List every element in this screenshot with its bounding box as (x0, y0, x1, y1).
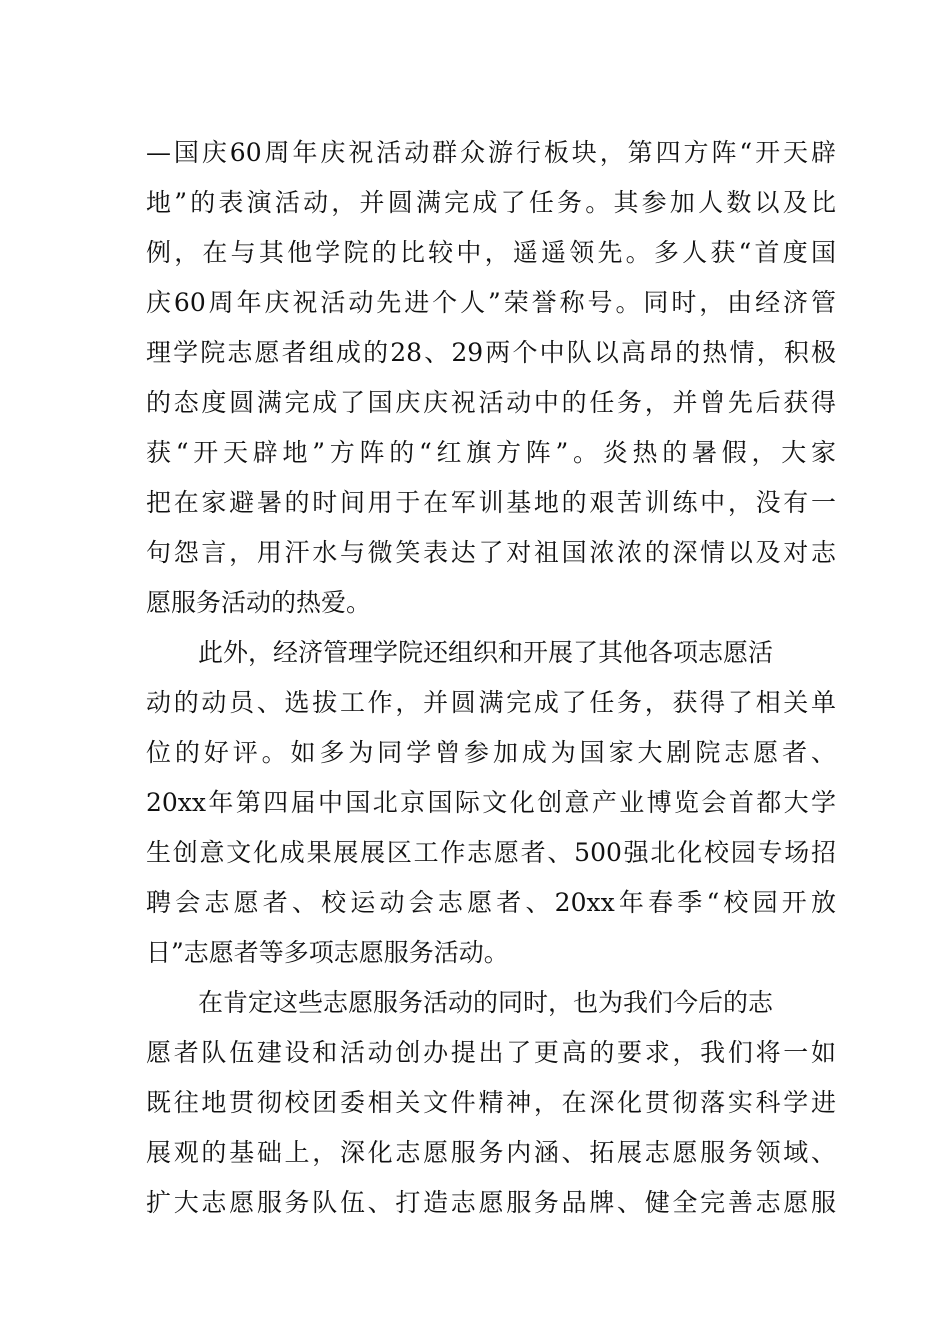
text-line: 既往地贯彻校团委相关文件精神，在深化贯彻落实科学进 (146, 1088, 836, 1117)
text-line: 庆60周年庆祝活动先进个人”荣誉称号。同时，由经济管 (146, 288, 836, 317)
text-line: 生创意文化成果展展区工作志愿者、500强北化校园专场招 (146, 838, 836, 867)
paragraph-3 (146, 978, 836, 1228)
text-line: 聘会志愿者、校运动会志愿者、20xx年春季“校园开放 (146, 888, 836, 917)
text-line: 扩大志愿服务队伍、打造志愿服务品牌、健全完善志愿服 (146, 1188, 836, 1217)
body-text (146, 128, 836, 1228)
text-line: —国庆60周年庆祝活动群众游行板块，第四方阵“开天辟 (146, 138, 836, 167)
text-line: 此外，经济管理学院还组织和开展了其他各项志愿活 (198, 638, 774, 667)
text-line: 日”志愿者等多项志愿服务活动。 (146, 938, 509, 967)
text-line: 把在家避暑的时间用于在军训基地的艰苦训练中，没有一 (146, 488, 836, 517)
text-line: 愿者队伍建设和活动创办提出了更高的要求，我们将一如 (146, 1038, 836, 1067)
text-line: 动的动员、选拔工作，并圆满完成了任务，获得了相关单 (146, 688, 836, 717)
paragraph-2 (146, 628, 836, 978)
text-line: 在肯定这些志愿服务活动的同时，也为我们今后的志 (198, 988, 774, 1017)
text-line: 理学院志愿者组成的28、29两个中队以高昂的热情，积极 (146, 338, 836, 367)
text-line: 20xx年第四届中国北京国际文化创意产业博览会首都大学 (146, 788, 836, 817)
text-line: 位的好评。如多为同学曾参加成为国家大剧院志愿者、 (146, 738, 836, 767)
text-line: 展观的基础上，深化志愿服务内涵、拓展志愿服务领域、 (146, 1138, 836, 1167)
paragraph-1 (146, 128, 836, 628)
text-line: 句怨言，用汗水与微笑表达了对祖国浓浓的深情以及对志 (146, 538, 836, 567)
text-line: 地”的表演活动，并圆满完成了任务。其参加人数以及比 (146, 188, 836, 217)
text-line: 愿服务活动的热爱。 (146, 588, 372, 617)
text-line: 例，在与其他学院的比较中，遥遥领先。多人获“首度国 (146, 238, 836, 267)
text-line: 获“开天辟地”方阵的“红旗方阵”。炎热的暑假，大家 (146, 438, 836, 467)
text-line: 的态度圆满完成了国庆庆祝活动中的任务，并曾先后获得 (146, 388, 836, 417)
